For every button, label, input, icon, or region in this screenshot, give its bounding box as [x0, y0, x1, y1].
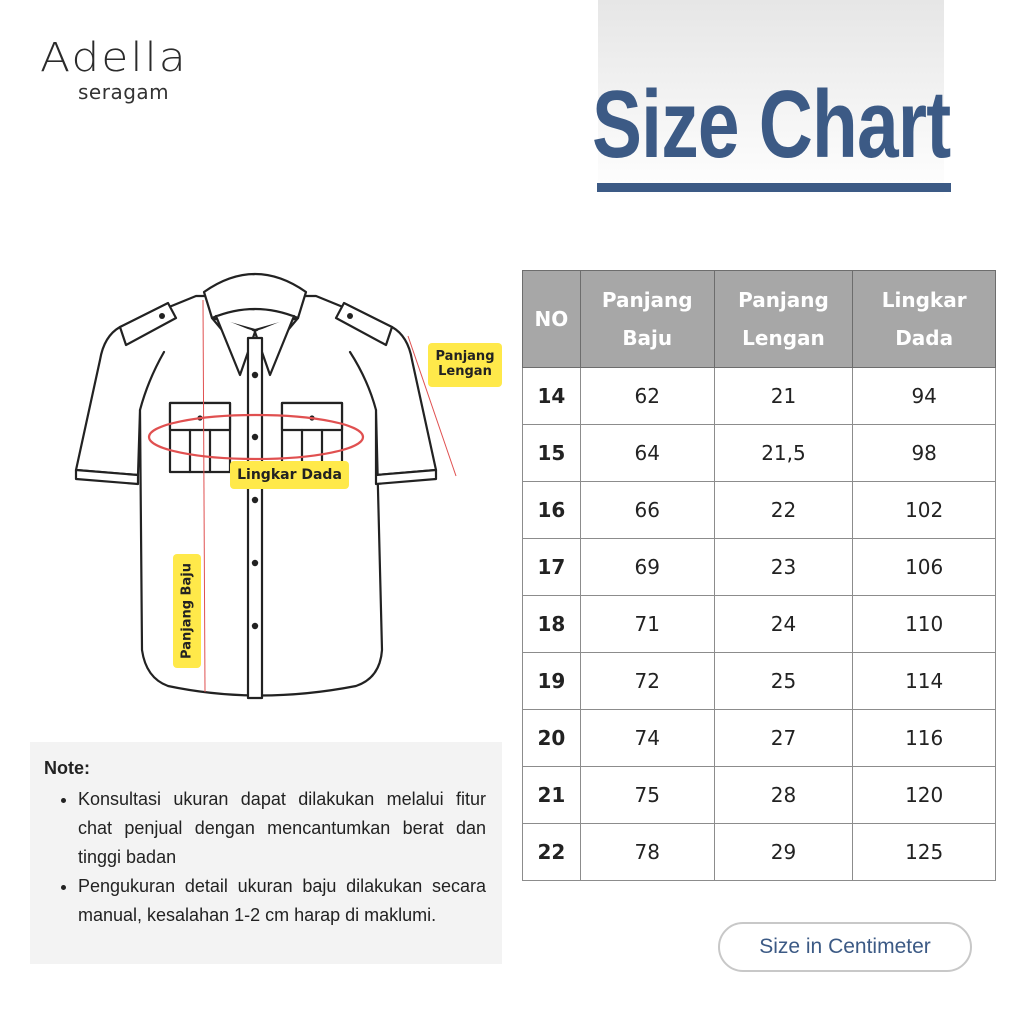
note-title: Note: — [44, 758, 90, 778]
shirt-length-label — [173, 554, 201, 668]
cell-size-no: 15 — [523, 425, 581, 482]
cell-size-no: 14 — [523, 368, 581, 425]
cell-sleeve-length: 25 — [714, 653, 853, 710]
cell-size-no: 18 — [523, 596, 581, 653]
cell-body-length: 71 — [580, 596, 714, 653]
cell-body-length: 75 — [580, 767, 714, 824]
cell-size-no: 21 — [523, 767, 581, 824]
cell-chest: 102 — [853, 482, 996, 539]
cell-sleeve-length: 21 — [714, 368, 853, 425]
table-row — [523, 368, 996, 425]
cell-sleeve-length: 24 — [714, 596, 853, 653]
page-title: Size Chart — [592, 71, 951, 178]
cell-body-length: 62 — [580, 368, 714, 425]
cell-body-length: 74 — [580, 710, 714, 767]
note-box — [30, 742, 502, 964]
unit-badge: Size in Centimeter — [718, 922, 972, 972]
chest-circumference-label: Lingkar Dada — [230, 461, 349, 489]
cell-sleeve-length: 29 — [714, 824, 853, 881]
cell-sleeve-length: 27 — [714, 710, 853, 767]
cell-size-no: 20 — [523, 710, 581, 767]
cell-chest: 114 — [853, 653, 996, 710]
brand-name: Adella — [40, 34, 188, 82]
column-header-chest: Lingkar Dada — [853, 271, 996, 368]
cell-size-no: 19 — [523, 653, 581, 710]
table-row — [523, 653, 996, 710]
cell-size-no: 22 — [523, 824, 581, 881]
cell-sleeve-length: 21,5 — [714, 425, 853, 482]
size-table — [522, 270, 996, 881]
column-header-no: NO — [523, 271, 581, 368]
cell-body-length: 69 — [580, 539, 714, 596]
table-header-row — [523, 271, 996, 368]
table-row — [523, 824, 996, 881]
sleeve-length-label: Panjang Lengan — [428, 343, 502, 387]
table-row — [523, 425, 996, 482]
cell-body-length: 72 — [580, 653, 714, 710]
cell-body-length: 64 — [580, 425, 714, 482]
note-list — [44, 785, 486, 930]
cell-chest: 110 — [853, 596, 996, 653]
cell-size-no: 16 — [523, 482, 581, 539]
note-item: • Konsultasi ukuran dapat dilakukan melalui fitur chat penjual dengan mencantumkan berat dan tinggi badan — [78, 785, 486, 872]
cell-sleeve-length: 28 — [714, 767, 853, 824]
table-row — [523, 596, 996, 653]
cell-chest: 94 — [853, 368, 996, 425]
column-header-sleeve: Panjang Lengan — [714, 271, 853, 368]
cell-chest: 106 — [853, 539, 996, 596]
cell-chest: 125 — [853, 824, 996, 881]
cell-body-length: 66 — [580, 482, 714, 539]
cell-sleeve-length: 23 — [714, 539, 853, 596]
title-underline — [597, 183, 951, 192]
note-item: • Pengukuran detail ukuran baju dilakukan secara manual, kesalahan 1-2 cm harap di maklumi. — [78, 872, 486, 930]
brand-subtitle: seragam — [78, 80, 170, 104]
table-row — [523, 482, 996, 539]
table-row — [523, 710, 996, 767]
cell-chest: 98 — [853, 425, 996, 482]
brand-logo — [40, 34, 188, 104]
cell-chest: 120 — [853, 767, 996, 824]
table-row — [523, 539, 996, 596]
shirt-length-label-text: Panjang Baju — [179, 563, 195, 659]
table-row — [523, 767, 996, 824]
cell-sleeve-length: 22 — [714, 482, 853, 539]
cell-chest: 116 — [853, 710, 996, 767]
column-header-length: Panjang Baju — [580, 271, 714, 368]
cell-body-length: 78 — [580, 824, 714, 881]
cell-size-no: 17 — [523, 539, 581, 596]
